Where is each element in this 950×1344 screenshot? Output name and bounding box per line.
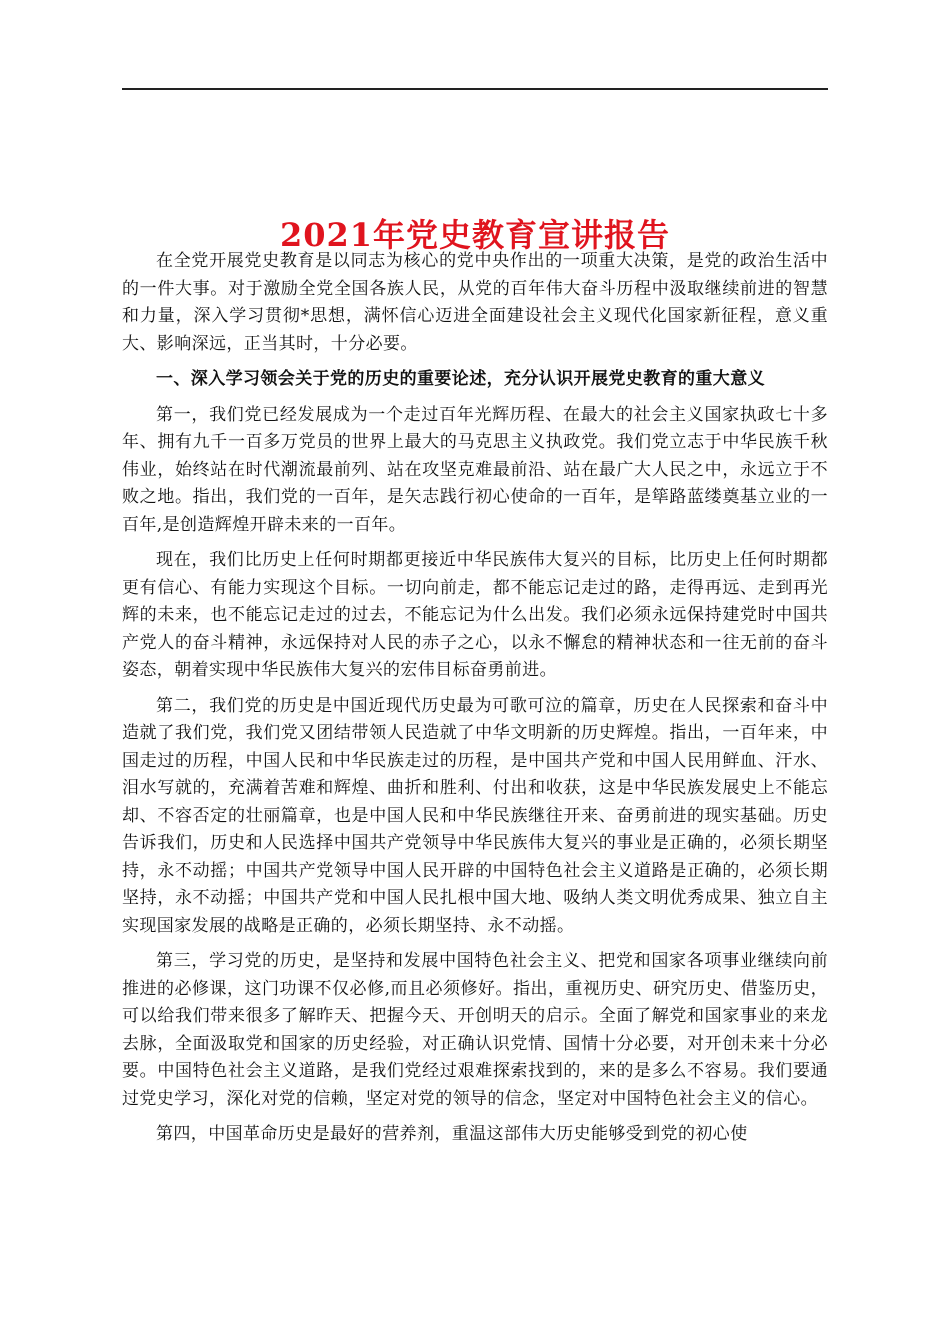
document-body xyxy=(122,248,828,1157)
header-rule xyxy=(122,88,828,90)
paragraph-point-4: 第四，中国革命历史是最好的营养剂，重温这部伟大历史能够受到党的初心使 xyxy=(156,1124,748,1144)
section-heading-1: 一、深入学习领会关于党的历史的重要论述，充分认识开展党史教育的重大意义 xyxy=(156,369,765,389)
intro-paragraph: 在全党开展党史教育是以同志为核心的党中央作出的一项重大决策，是党的政治生活中的一件大事。对于激励全党全国各族人民，从党的百年伟大奋斗历程中汲取继续前进的智慧和力量，深入学习贯彻*思想，满怀信心迈进全面建设社会主义现代化国家新征程，意义重大、影响深远，正当其时，十分必要。 xyxy=(122,251,828,354)
paragraph-point-2: 第二，我们党的历史是中国近现代历史最为可歌可泣的篇章，历史在人民探索和奋斗中造就了我们党，我们党又团结带领人民造就了中华文明新的历史辉煌。指出，一百年来，中国走过的历程，中国人民和中华民族走过的历程，是中国共产党和中国人民用鲜血、汗水、泪水写就的，充满着苦难和辉煌、曲折和胜利、付出和收获，这是中华民族发展史上不能忘却、不容否定的壮丽篇章，也是中国人民和中华民族继往开来、奋勇前进的现实基础。历史告诉我们，历史和人民选择中国共产党领导中华民族伟大复兴的事业是正确的，必须长期坚持，永不动摇；中国共产党领导中国人民开辟的中国特色社会主义道路是正确的，必须长期坚持，永不动摇；中国共产党和中国人民扎根中国大地、吸纳人类文明优秀成果、独立自主实现国家发展的战略是正确的，必须长期坚持、永不动摇。 xyxy=(122,695,828,936)
paragraph-point-3: 第三，学习党的历史，是坚持和发展中国特色社会主义、把党和国家各项事业继续向前推进的必修课，这门功课不仅必修,而且必须修好。指出，重视历史、研究历史、借鉴历史，可以给我们带来很多了解昨天、把握今天、开创明天的启示。全面了解党和国家事业的来龙去脉，全面汲取党和国家的历史经验，对正确认识党情、国情十分必要，对开创未来十分必要。中国特色社会主义道路，是我们党经过艰难探索找到的，来的是多么不容易。我们要通过党史学习，深化对党的信赖，坚定对党的领导的信念，坚定对中国特色社会主义的信心。 xyxy=(122,951,828,1109)
paragraph-point-1: 第一，我们党已经发展成为一个走过百年光辉历程、在最大的社会主义国家执政七十多年、拥有九千一百多万党员的世界上最大的马克思主义执政党。我们党立志于中华民族千秋伟业，始终站在时代潮流最前列、站在攻坚克难最前沿、站在最广大人民之中，永远立于不败之地。指出，我们党的一百年，是矢志践行初心使命的一百年，是筚路蓝缕奠基立业的一百年,是创造辉煌开辟未来的一百年。 xyxy=(122,404,828,535)
paragraph-present-goal: 现在，我们比历史上任何时期都更接近中华民族伟大复兴的目标，比历史上任何时期都更有信心、有能力实现这个目标。一切向前走，都不能忘记走过的路，走得再远、走到再光辉的未来，也不能忘记走过的过去，不能忘记为什么出发。我们必须永远保持建党时中国共产党人的奋斗精神，永远保持对人民的赤子之心，以永不懈怠的精神状态和一往无前的奋斗姿态，朝着实现中华民族伟大复兴的宏伟目标奋勇前进。 xyxy=(122,550,828,680)
document-title: 2021年党史教育宣讲报告 xyxy=(279,216,671,255)
